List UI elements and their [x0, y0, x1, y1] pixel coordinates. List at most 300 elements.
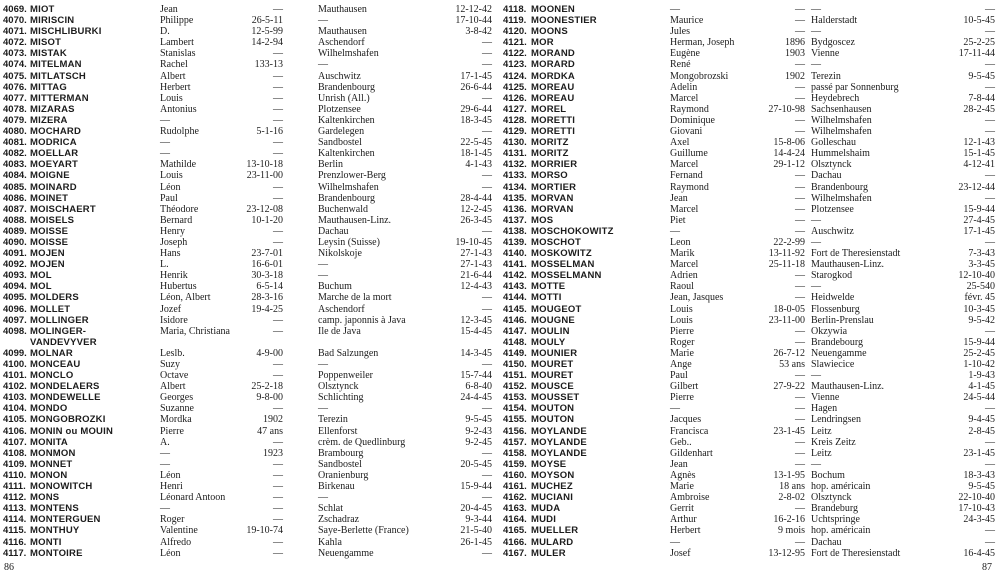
- first-name: Ambroise: [670, 492, 710, 504]
- register-row: [3, 170, 500, 181]
- surname: MOYLANDE: [531, 425, 587, 437]
- birth-date: —: [273, 492, 283, 504]
- date-of-death: 15-9-44: [963, 336, 995, 348]
- surname: MONCEAU: [30, 359, 81, 370]
- place-of-death: Wilhelmshafen: [811, 192, 872, 204]
- place-of-death: Neuengamme: [811, 347, 867, 359]
- place-of-death: Plotzensee: [318, 103, 361, 115]
- surname: MOELLAR: [30, 148, 79, 160]
- date-of-death: —: [985, 59, 995, 71]
- place-of-death: Wilhelmshafen: [318, 181, 379, 193]
- first-name: Joseph: [160, 236, 188, 248]
- first-name: Herman, Joseph: [670, 37, 735, 49]
- surname: MOTTE: [531, 281, 566, 293]
- register-row: [503, 370, 997, 381]
- place-of-death: Leitz: [811, 447, 832, 459]
- first-name: Roger: [160, 514, 185, 526]
- date-of-death: 27-4-45: [963, 214, 995, 226]
- place-of-death: —: [811, 236, 821, 248]
- surname: MORARD: [531, 59, 575, 71]
- first-name: René: [670, 59, 691, 71]
- register-row: [3, 448, 500, 459]
- birth-date: 13-12-95: [768, 547, 805, 559]
- entry-number: 4075.: [3, 70, 27, 82]
- date-of-death: 9-5-45: [968, 70, 995, 82]
- date-of-death: —: [482, 292, 492, 304]
- date-of-death: —: [482, 170, 492, 182]
- entry-number: 4165.: [503, 525, 527, 537]
- first-name: Eugène: [670, 48, 700, 60]
- date-of-death: 4-1-45: [968, 381, 995, 393]
- register-row: [3, 537, 500, 548]
- date-of-death: —: [985, 192, 995, 204]
- first-name: Josef: [670, 547, 691, 559]
- birth-date: —: [273, 236, 283, 248]
- date-of-death: 24-4-45: [460, 392, 492, 404]
- date-of-death: —: [985, 236, 995, 248]
- date-of-death: 16-4-45: [963, 547, 995, 559]
- first-name: —: [160, 447, 170, 459]
- place-of-death: Dachau: [811, 170, 842, 182]
- date-of-death: 15-9-44: [460, 481, 492, 493]
- surname: MOINET: [30, 192, 69, 204]
- entry-number: 4108.: [3, 447, 27, 459]
- register-row: [503, 26, 997, 37]
- register-row: [503, 503, 997, 514]
- birth-date: 22-2-99: [773, 236, 805, 248]
- date-of-death: —: [985, 525, 995, 537]
- register-row: [3, 315, 500, 326]
- entry-number: 4142.: [503, 270, 527, 282]
- register-row: [3, 514, 500, 525]
- register-row: [503, 259, 997, 270]
- surname: MITTERMAN: [30, 92, 89, 104]
- entry-number: 4080.: [3, 126, 27, 138]
- first-name: Mongobrozski: [670, 70, 729, 82]
- birth-date: —: [795, 59, 805, 71]
- place-of-death: Leitz: [811, 425, 832, 437]
- surname: MISTAK: [30, 48, 67, 60]
- date-of-death: 7-8-44: [968, 92, 995, 104]
- date-of-death: 26-6-44: [460, 81, 492, 93]
- first-name: Marik: [670, 248, 695, 260]
- place-of-death: —: [318, 15, 328, 27]
- first-name: Maria, Christiana: [160, 325, 230, 337]
- surname: MONMON: [30, 447, 76, 459]
- entry-number: 4159.: [503, 458, 527, 470]
- entry-number: 4145.: [503, 303, 527, 315]
- place-of-death: Kahla: [318, 536, 342, 548]
- register-row: [3, 37, 500, 48]
- surname: MOLLET: [30, 303, 71, 315]
- entry-number: 4093.: [3, 270, 27, 282]
- place-of-death: —: [318, 270, 328, 282]
- register-row: [503, 237, 997, 248]
- place-of-death: —: [811, 214, 821, 226]
- surname: MOR: [531, 37, 554, 49]
- register-row: [3, 115, 500, 126]
- register-row: [503, 481, 997, 492]
- first-name: Gerrit: [670, 503, 694, 515]
- place-of-death: Dachau: [318, 225, 349, 237]
- birth-date: —: [273, 514, 283, 526]
- entry-number: 4074.: [3, 59, 27, 71]
- date-of-death: —: [985, 170, 995, 182]
- date-of-death: 25-2-25: [963, 37, 995, 49]
- register-row: [503, 215, 997, 226]
- entry-number: 4077.: [3, 92, 27, 104]
- first-name: Valentine: [160, 525, 198, 537]
- first-name: Marcel: [670, 92, 699, 104]
- surname: MIRISCIN: [30, 15, 75, 27]
- date-of-death: 12-1-43: [963, 137, 995, 149]
- first-name: Georges: [160, 392, 194, 404]
- first-name: Jacques: [670, 414, 702, 426]
- place-of-death: Uchtspringe: [811, 514, 860, 526]
- first-name: L.: [160, 259, 169, 271]
- date-of-death: 15-9-44: [963, 203, 995, 215]
- place-of-death: Schlat: [318, 503, 343, 515]
- surname: MOLLINGER: [30, 314, 89, 326]
- date-of-death: —: [482, 469, 492, 481]
- place-of-death: Starogkod: [811, 270, 853, 282]
- entry-number: 4129.: [503, 126, 527, 138]
- date-of-death: 15-4-45: [460, 325, 492, 337]
- first-name: Louis: [670, 314, 693, 326]
- entry-number: 4098.: [3, 325, 27, 337]
- surname: MOONS: [531, 26, 568, 38]
- entry-number: 4166.: [503, 536, 527, 548]
- register-row: [3, 359, 500, 370]
- register-row: [503, 270, 997, 281]
- first-name: Jean: [160, 4, 178, 15]
- birth-date: 10-1-20: [251, 214, 283, 226]
- place-of-death: Berlin-Prenslau: [811, 314, 874, 326]
- entry-number: 4082.: [3, 148, 27, 160]
- date-of-death: 12-10-40: [958, 270, 995, 282]
- birth-date: 18-0-05: [773, 303, 805, 315]
- birth-date: —: [795, 225, 805, 237]
- place-of-death: Sandbostel: [318, 137, 362, 149]
- surname: MOISCHAERT: [30, 203, 96, 215]
- date-of-death: —: [482, 126, 492, 138]
- surname: MOONEN: [531, 4, 575, 15]
- place-of-death: Mauthausen: [318, 4, 367, 15]
- birth-date: —: [795, 292, 805, 304]
- entry-number: 4087.: [3, 203, 27, 215]
- place-of-death: Vienne: [811, 392, 840, 404]
- first-name: Pierre: [160, 425, 184, 437]
- first-name: Leon: [670, 236, 691, 248]
- entry-number: 4079.: [3, 114, 27, 126]
- date-of-death: 15-1-45: [963, 148, 995, 160]
- birth-date: 13-11-92: [768, 248, 805, 260]
- entry-number: 4144.: [503, 292, 527, 304]
- first-name: Albert: [160, 70, 186, 82]
- surname: MONDELAERS: [30, 381, 100, 393]
- date-of-death: —: [482, 447, 492, 459]
- date-of-death: 4-1-43: [465, 159, 492, 171]
- birth-date: —: [795, 336, 805, 348]
- date-of-death: —: [985, 403, 995, 415]
- entry-number: 4122.: [503, 48, 527, 60]
- surname: MULARD: [531, 536, 574, 548]
- date-of-death: 10-5-45: [963, 15, 995, 27]
- register-row: [503, 437, 997, 448]
- register-row: [503, 15, 997, 26]
- first-name: Piet: [670, 214, 686, 226]
- entry-number: 4078.: [3, 103, 27, 115]
- date-of-death: 17-1-45: [963, 225, 995, 237]
- entry-number: 4150.: [503, 359, 527, 370]
- surname: MOISSE: [30, 225, 69, 237]
- birth-date: —: [795, 370, 805, 382]
- entry-number: 4121.: [503, 37, 527, 49]
- first-name: Jean: [670, 458, 688, 470]
- birth-date: 4-9-00: [256, 347, 283, 359]
- place-of-death: Heidwelde: [811, 292, 855, 304]
- birth-date: —: [273, 325, 283, 337]
- entry-number: 4119.: [503, 15, 527, 27]
- register-row: [3, 470, 500, 481]
- register-row: [503, 182, 997, 193]
- register-row: [3, 248, 500, 259]
- register-row: [3, 182, 500, 193]
- register-row: [503, 204, 997, 215]
- surname: MOL: [30, 281, 52, 293]
- birth-date: —: [273, 403, 283, 415]
- place-of-death: Bad Salzungen: [318, 347, 379, 359]
- place-of-death: —: [318, 59, 328, 71]
- date-of-death: 18-3-45: [460, 114, 492, 126]
- entry-number: 4097.: [3, 314, 27, 326]
- place-of-death: Flossenburg: [811, 303, 860, 315]
- register-row: [3, 4, 500, 15]
- entry-number: 4163.: [503, 503, 527, 515]
- place-of-death: Vienne: [811, 48, 840, 60]
- date-of-death: 27-1-43: [460, 259, 492, 271]
- birth-date: 16-2-16: [773, 514, 805, 526]
- birth-date: —: [795, 92, 805, 104]
- first-name: Hubertus: [160, 281, 197, 293]
- register-row: [503, 170, 997, 181]
- entry-number: 4140.: [503, 248, 527, 260]
- first-name: Adelin: [670, 81, 698, 93]
- entry-number: 4128.: [503, 114, 527, 126]
- entry-number: 4104.: [3, 403, 27, 415]
- entry-number: 4102.: [3, 381, 27, 393]
- birth-date: 13-1-95: [773, 469, 805, 481]
- register-row: [503, 414, 997, 425]
- first-name: Suzanne: [160, 403, 194, 415]
- first-name: —: [670, 403, 680, 415]
- first-name: —: [670, 4, 680, 15]
- entry-number: 4136.: [503, 203, 527, 215]
- date-of-death: 9-4-45: [968, 414, 995, 426]
- first-name: Antonius: [160, 103, 197, 115]
- place-of-death: Auschwitz: [811, 225, 854, 237]
- first-name: Hans: [160, 248, 181, 260]
- first-name: Axel: [670, 137, 690, 149]
- register-row: [3, 204, 500, 215]
- birth-date: 6-5-14: [256, 281, 283, 293]
- birth-date: —: [795, 203, 805, 215]
- surname: MIZARAS: [30, 103, 75, 115]
- first-name: Geb..: [670, 436, 692, 448]
- place-of-death: Gardelegen: [318, 126, 365, 138]
- entry-number: 4161.: [503, 481, 527, 493]
- birth-date: —: [795, 81, 805, 93]
- surname: MOJEN: [30, 259, 65, 271]
- surname: MORAND: [531, 48, 575, 60]
- birth-date: —: [273, 314, 283, 326]
- first-name: Marcel: [670, 159, 699, 171]
- birth-date: —: [795, 503, 805, 515]
- surname: MOL: [30, 270, 52, 282]
- first-name: Marcel: [670, 203, 699, 215]
- entry-number: 4110.: [3, 469, 27, 481]
- entry-number: 4101.: [3, 370, 27, 382]
- register-row: [3, 93, 500, 104]
- birth-date: 23-11-00: [768, 314, 805, 326]
- place-of-death: Dachau: [811, 536, 842, 548]
- entry-number: 4162.: [503, 492, 527, 504]
- place-of-death: camp. japonnis à Java: [318, 314, 406, 326]
- date-of-death: 28-2-45: [963, 103, 995, 115]
- surname: MOLDERS: [30, 292, 79, 304]
- entry-number: 4111.: [3, 481, 26, 493]
- surname: MORRIER: [531, 159, 578, 171]
- entry-number: 4137.: [503, 214, 527, 226]
- date-of-death: 27-1-43: [460, 248, 492, 260]
- first-name: Louis: [160, 170, 183, 182]
- register-row: [3, 226, 500, 237]
- birth-date: 27-9-22: [773, 381, 805, 393]
- entry-number: 4099.: [3, 347, 27, 359]
- birth-date: —: [795, 325, 805, 337]
- place-of-death: crèm. de Quedlinburg: [318, 436, 406, 448]
- place-of-death: Bydgoscez: [811, 37, 855, 49]
- surname: MOUGNE: [531, 314, 575, 326]
- first-name: Jean: [670, 192, 688, 204]
- birth-date: 5-1-16: [256, 126, 283, 138]
- first-name: Louis: [160, 92, 183, 104]
- birth-date: —: [795, 4, 805, 15]
- place-of-death: Brandenbourg: [318, 192, 376, 204]
- left-page-number: 86: [4, 562, 14, 573]
- place-of-death: Ile de Java: [318, 325, 361, 337]
- register-row: [503, 93, 997, 104]
- date-of-death: —: [482, 181, 492, 193]
- place-of-death: Kaltenkirchen: [318, 148, 375, 160]
- place-of-death: Olsztynck: [811, 492, 852, 504]
- surname: MOYLANDE: [531, 447, 587, 459]
- entry-number: 4153.: [503, 392, 527, 404]
- birth-date: —: [795, 403, 805, 415]
- birth-date: 23-11-00: [246, 170, 283, 182]
- entry-number: 4157.: [503, 436, 527, 448]
- birth-date: 19-10-74: [246, 525, 283, 537]
- register-row: [503, 514, 997, 525]
- register-row: [3, 126, 500, 137]
- place-of-death: Fort de Theresienstadt: [811, 248, 901, 260]
- first-name: Leslb.: [160, 347, 185, 359]
- first-name: Herbert: [160, 81, 191, 93]
- surname: MORVAN: [531, 203, 574, 215]
- entry-number: 4156.: [503, 425, 527, 437]
- date-of-death: 3-8-42: [465, 26, 492, 38]
- date-of-death: —: [985, 436, 995, 448]
- date-of-death: févr. 45: [964, 292, 995, 304]
- surname: MOUTON: [531, 403, 575, 415]
- place-of-death: Bochum: [811, 469, 845, 481]
- surname: MOYSON: [531, 469, 575, 481]
- place-of-death: —: [811, 26, 821, 38]
- surname: MONNET: [30, 458, 73, 470]
- register-row: [3, 414, 500, 425]
- first-name: Henri: [160, 481, 183, 493]
- first-name: Giovani: [670, 126, 703, 138]
- surname: MOSCHOKOWITZ: [531, 225, 614, 237]
- place-of-death: Unrish (All.): [318, 92, 370, 104]
- birth-date: 9-8-00: [256, 392, 283, 404]
- birth-date: —: [273, 547, 283, 559]
- place-of-death: Hummelshaim: [811, 148, 870, 160]
- place-of-death: —: [318, 403, 328, 415]
- date-of-death: 9-2-45: [465, 436, 492, 448]
- birth-date: 2-8-02: [778, 492, 805, 504]
- birth-date: 29-1-12: [773, 159, 805, 171]
- surname: MOREAU: [531, 92, 575, 104]
- date-of-death: 21-6-44: [460, 270, 492, 282]
- register-row: [503, 304, 997, 315]
- register-row: [503, 459, 997, 470]
- entry-number: 4117.: [3, 547, 27, 559]
- birth-date: 47 ans: [257, 425, 283, 437]
- date-of-death: 1-9-43: [968, 370, 995, 382]
- first-name: Pierre: [670, 325, 694, 337]
- place-of-death: Olsztynck: [811, 159, 852, 171]
- first-name: Bernard: [160, 214, 193, 226]
- register-row: [503, 115, 997, 126]
- place-of-death: Birkenau: [318, 481, 355, 493]
- surname: MOURET: [531, 359, 574, 370]
- birth-date: 15-8-06: [773, 137, 805, 149]
- date-of-death: 26-1-45: [460, 536, 492, 548]
- entry-number: 4131.: [503, 148, 527, 160]
- place-of-death: Sandbostel: [318, 458, 362, 470]
- date-of-death: 4-12-41: [963, 159, 995, 171]
- birth-date: 12-5-99: [251, 26, 283, 38]
- register-row: [3, 159, 500, 170]
- first-name: Jules: [670, 26, 690, 38]
- surname: MOURET: [531, 370, 574, 382]
- surname: MOJEN: [30, 248, 65, 260]
- birth-date: —: [795, 214, 805, 226]
- birth-date: 26-7-12: [773, 347, 805, 359]
- place-of-death: Schlichting: [318, 392, 364, 404]
- date-of-death: 17-10-43: [958, 503, 995, 515]
- register-row: [503, 82, 997, 93]
- date-of-death: 12-2-45: [460, 203, 492, 215]
- entry-number: 4113.: [3, 503, 27, 515]
- entry-number: 4151.: [503, 370, 527, 382]
- surname: MOCHARD: [30, 126, 82, 138]
- birth-date: —: [273, 137, 283, 149]
- entry-number: 4116.: [3, 536, 27, 548]
- place-of-death: Lendringsen: [811, 414, 861, 426]
- first-name: Alfredo: [160, 536, 192, 548]
